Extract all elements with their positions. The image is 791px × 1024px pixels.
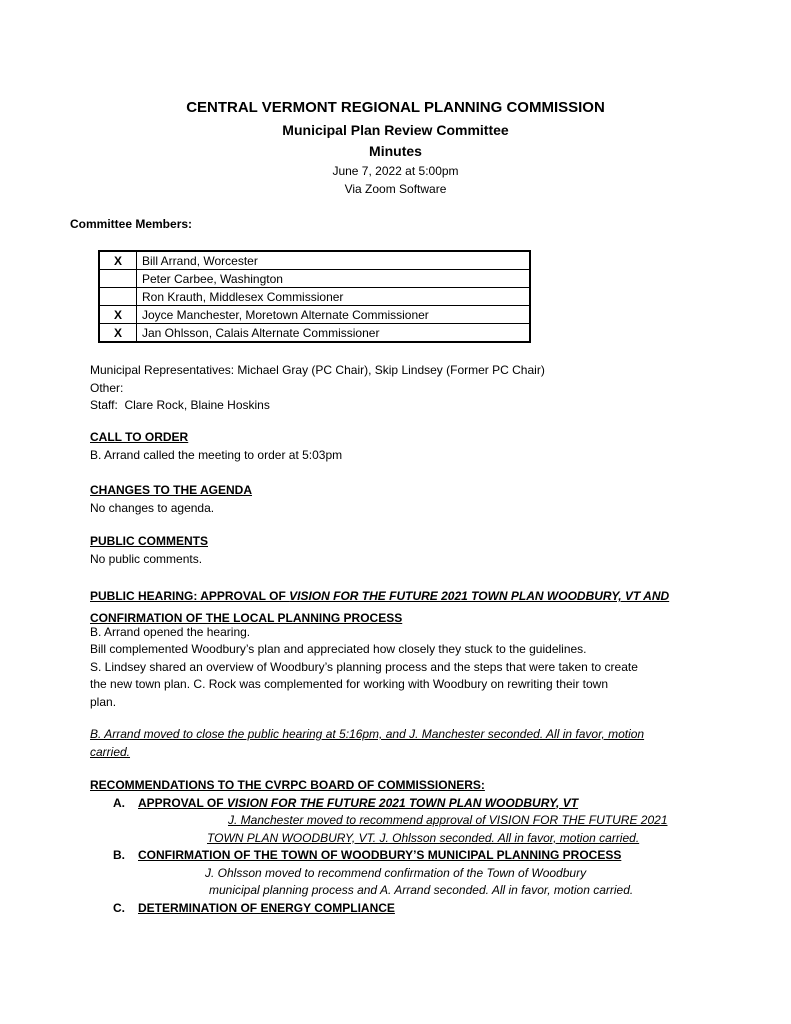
attendance-block (90, 362, 722, 415)
member-name: Ron Krauth, Middlesex Commissioner (137, 288, 531, 306)
heading-line-1 (90, 585, 722, 607)
member-name: Peter Carbee, Washington (137, 270, 531, 288)
item-letter: B. (113, 848, 125, 862)
section-heading: CHANGES TO THE AGENDA (90, 483, 253, 497)
municipal-representatives-line: Municipal Representatives: Michael Gray (PC Chair), Skip Lindsey (Former PC Chair) (90, 363, 545, 377)
motion-line: B. Arrand moved to close the public hearing at 5:16pm, and J. Manchester seconded. All in favor, motion (90, 727, 645, 741)
member-name: Jan Ohlsson, Calais Alternate Commissioner (137, 324, 531, 343)
item-title (138, 901, 395, 915)
table-row (99, 270, 530, 288)
staff-line: Staff: Clare Rock, Blaine Hoskins (90, 398, 270, 412)
heading-line-2: CONFIRMATION OF THE LOCAL PLANNING PROCESS (90, 611, 403, 625)
section-body: No changes to agenda. (90, 500, 215, 515)
section-public-hearing-heading (90, 585, 722, 629)
committee-members-label: Committee Members: (70, 217, 193, 231)
meeting-date: June 7, 2022 at 5:00pm (332, 164, 459, 178)
presence-mark: X (99, 251, 137, 270)
paragraph-line: Bill complemented Woodbury’s plan and appreciated how closely they stuck to the guidelines. (90, 642, 587, 657)
section-call-to-order (90, 429, 722, 464)
presence-mark (99, 288, 137, 306)
committee-title: Municipal Plan Review Committee (282, 122, 509, 138)
presence-mark (99, 270, 137, 288)
doc-type-title: Minutes (369, 143, 422, 159)
motion-line: J. Manchester moved to recommend approval of VISION FOR THE FUTURE 2021 (228, 813, 668, 827)
section-changes-to-agenda (90, 482, 722, 517)
motion-line: municipal planning process and A. Arrand seconded. All in favor, motion carried. (209, 883, 634, 897)
table-row (99, 251, 530, 270)
presence-mark: X (99, 324, 137, 343)
member-name: Joyce Manchester, Moretown Alternate Commissioner (137, 306, 531, 324)
motion-line: TOWN PLAN WOODBURY, VT. J. Ohlsson seconded. All in favor, motion carried. (207, 830, 640, 845)
table-row (99, 288, 530, 306)
item-title-regular: CONFIRMATION OF THE TOWN OF WOODBURY’S MUNICIPAL PLANNING PROCESS (138, 848, 622, 862)
section-body: No public comments. (90, 551, 203, 566)
recommendation-item-b (90, 847, 722, 865)
section-body: B. Arrand called the meeting to order at 5:03pm (90, 447, 343, 462)
item-title-regular: APPROVAL OF (138, 795, 227, 810)
recommendation-item-c (90, 900, 722, 918)
meeting-location: Via Zoom Software (344, 182, 447, 196)
item-letter: A. (113, 795, 125, 810)
other-line: Other: (90, 380, 124, 395)
item-title (138, 796, 578, 810)
document-header (0, 96, 791, 198)
section-heading: CALL TO ORDER (90, 430, 189, 444)
section-public-comments (90, 533, 722, 568)
table-row (99, 324, 530, 343)
closing-motion (90, 726, 722, 761)
heading-italic: VISION FOR THE FUTURE 2021 TOWN PLAN WOODBURY, VT AND (289, 589, 670, 603)
section-heading: PUBLIC COMMENTS (90, 534, 208, 548)
presence-mark: X (99, 306, 137, 324)
section-recommendations (90, 777, 722, 917)
item-title-regular: DETERMINATION OF ENERGY COMPLIANCE (138, 900, 395, 915)
paragraph-line: plan. (90, 694, 117, 709)
paragraph-line: the new town plan. C. Rock was complemented for working with Woodbury on rewriting their town (90, 677, 609, 692)
item-letter: C. (113, 900, 125, 915)
org-title: CENTRAL VERMONT REGIONAL PLANNING COMMISSION (186, 99, 605, 116)
recommendation-item-a (90, 795, 722, 813)
motion-line: carried. (90, 744, 131, 759)
member-name: Bill Arrand, Worcester (137, 251, 531, 270)
section-heading: RECOMMENDATIONS TO THE CVRPC BOARD OF COMMISSIONERS: (90, 778, 485, 792)
section-public-hearing-body (90, 624, 722, 711)
attendance-table (98, 250, 531, 343)
motion-line: J. Ohlsson moved to recommend confirmation of the Town of Woodbury (205, 865, 587, 880)
table-row (99, 306, 530, 324)
paragraph-line: S. Lindsey shared an overview of Woodbury’s planning process and the steps that were taken to create (90, 659, 638, 674)
item-title (138, 848, 621, 862)
heading-regular: PUBLIC HEARING: APPROVAL OF (90, 589, 290, 603)
paragraph-line: B. Arrand opened the hearing. (90, 625, 251, 639)
item-title-italic: VISION FOR THE FUTURE 2021 TOWN PLAN WOODBURY, VT (226, 795, 579, 810)
